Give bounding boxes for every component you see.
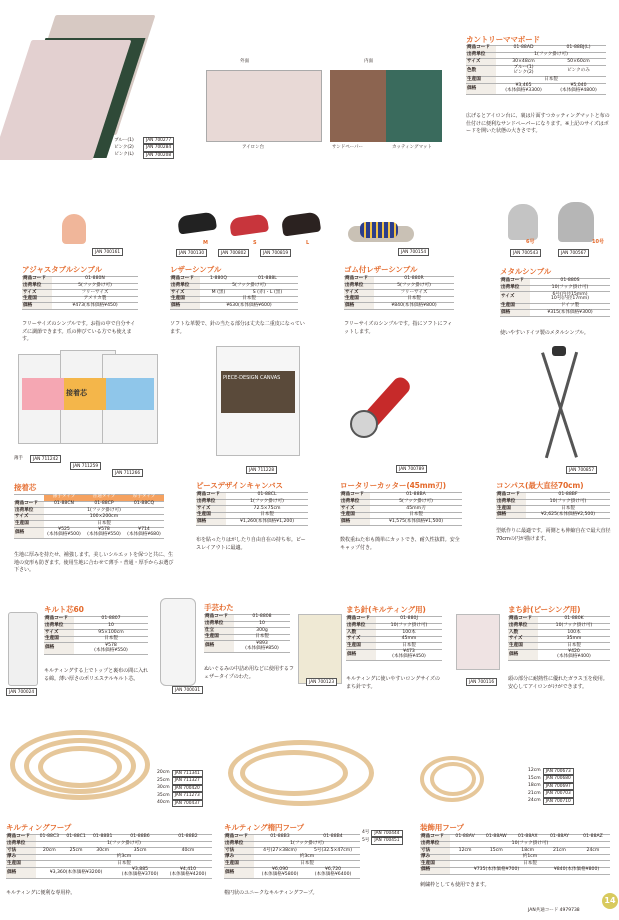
ring-title: アジャスタブルシンブル bbox=[22, 265, 102, 274]
mat-jan-codes: JAN 700277 JAN 700284 JAN 700208 bbox=[143, 137, 174, 159]
interfacing-photo: 接着芯 bbox=[14, 348, 164, 468]
cotton-photo bbox=[160, 598, 196, 686]
cutter-photo bbox=[346, 368, 436, 448]
compass-title: コンパス(最大直径70cm) bbox=[496, 481, 584, 490]
rubber-title: ゴム付レザーシンブル bbox=[344, 265, 418, 274]
ring-desc: フリーサイズのシンブルです。お指の中で自分サイズに調節できます。爪の伸びている方でも使えます。 bbox=[22, 321, 136, 343]
metal-jan-10: JAN 700567 bbox=[558, 249, 589, 257]
pin1-desc: キルティングに使いやすいロングサイズのまち針です。 bbox=[346, 676, 440, 690]
hoop-desc: キルティングに便利な専用枠。 bbox=[6, 890, 76, 896]
interfacing-jan-thin: JAN 711242 bbox=[30, 455, 61, 463]
metal-spec-table: 商品コード 01-880S 出荷単位 10(フック掛け可) サイズ 6号(内径15mm) 10号(内径17mm) 生産国 ドイツ製 価格 ¥315(本体価格¥300) bbox=[500, 278, 610, 317]
batting-desc: キルティングする上でトップと裏布の間に入れる綿。薄い厚さのポリエステルキルト芯。 bbox=[44, 668, 149, 682]
rubber-thimble-photo bbox=[344, 212, 424, 252]
pin1-jan: JAN 700123 bbox=[306, 678, 337, 686]
oval-title: キルティング楕円フープ bbox=[224, 823, 304, 832]
leather-jan-l: JAN 700819 bbox=[260, 249, 291, 257]
mat-desc: 広げるとアイロン台に、裏は片面すつカッティングマットと布の仕付けに便利なサンドペーパーになります。※上記のサイズはボードを開いた状態の大きさです。 bbox=[466, 113, 610, 135]
rubber-desc: フリーサイズのシンブルです。指にソフトにフィットします。 bbox=[344, 321, 453, 335]
hoop-title: キルティングフープ bbox=[6, 823, 72, 832]
cutter-desc: 数枚重ねた布も簡単にカットでき、耐久性抜群。安全キャップ付き。 bbox=[340, 537, 460, 551]
pin2-desc: 頭の部分に耐熱性に優れたガラス玉を使用。安心してアイロンがけができます。 bbox=[508, 676, 608, 690]
metal-jan-6: JAN 700543 bbox=[510, 249, 541, 257]
canvas-spec-table: 商品コード 01-88CL 出荷単位 1(フック掛け可) サイズ 72.5×75cm 生産国 日本製 価格 ¥1,260(本体価格¥1,200) bbox=[196, 492, 308, 526]
metal-title: メタルシンブル bbox=[500, 267, 552, 276]
interfacing-desc: 生地に厚みを持たせ、補強します。美しいシルエットを保つと共に、生地の変形も防ぎます。使用生地に合わせて薄手・普通・厚手からお選び下さい。 bbox=[14, 552, 174, 574]
pin2-jan: JAN 700116 bbox=[466, 678, 497, 686]
piecing-pins-photo bbox=[456, 614, 500, 670]
canvas-photo: PIECE-DESIGN CANVAS bbox=[216, 346, 300, 456]
leather-desc: ソフトな革製で、針の当たる部分は丈夫な二重皮になっています。 bbox=[170, 321, 305, 335]
compass-jan: JAN 700857 bbox=[566, 466, 597, 474]
batting-photo bbox=[8, 612, 38, 686]
hoop-spec-table: 商品コード 01-88C3 01-88C1 01-88B1 01-88B6 01-88B2 出荷単位 1(フック掛け可) 寸法 20cm 25cm 30cm 35cm 40cm 厚み 約3cm 生産国 日本製 価格 ¥3,360(本体価格¥3200) ¥3,885 (本体価格¥3700) ¥4,410 (本体価格¥4200) bbox=[6, 834, 212, 879]
oval-spec-table: 商品コード 01-88B3 01-88B4 出荷単位 1(フック掛け可) 寸法 4号(27×38cm) 5号(32.5×47cm) 厚み 約3cm 生産国 日本製 価格 ¥6,090 (本体価格¥5800) ¥6,720 (本体価格¥6400) bbox=[224, 834, 360, 879]
batting-spec-table: 商品コード 01-8807 出荷単位 10 サイズ 95×100cm 生産国 日本製 価格 ¥578 (本体価格¥550) bbox=[44, 616, 148, 655]
hoop-jan-list: 20cm JAN 711341 25cm JAN 711327 30cm JAN 700420 35cm JAN 711273 40cm JAN 700437 bbox=[157, 770, 203, 807]
canvas-jan: JAN 711228 bbox=[246, 466, 277, 474]
cutter-title: ロータリーカッター(45mm刃) bbox=[340, 481, 446, 490]
compass-photo bbox=[500, 346, 610, 466]
leather-spec-table: 商品コード 1-880Q 01-888L 出荷単位 5(フック掛け可) サイズ M (黒) S (赤)・L (黒) 生産国 日本製 価格 ¥630(本体価格¥600) bbox=[170, 276, 298, 310]
oval-jan-list: 4号 JAN 700444 5号 JAN 700451 bbox=[362, 830, 403, 845]
deco-spec-table: 商品コード 01-88AV 01-88AW 01-88AX 01-88AY 01-88AZ 出荷単位 10(フック掛け可) 寸法 12cm 15cm 18cm 21cm 24cm 厚み 約1cm 生産国 日本製 価格 ¥735(本体価格¥700) ¥840(本体価格¥800) bbox=[420, 834, 610, 875]
pin2-spec-table: 商品コード 01-880K 出荷単位 10(フック掛け可) 入数 100本 サイズ 35mm 生産国 日本製 価格 ¥420 (本体価格¥400) bbox=[508, 616, 610, 661]
cutter-spec-table: 商品コード 01-88BA 出荷単位 5(フック掛け可) サイズ 45mm刃 生産国 日本製 価格 ¥1,575(本体価格¥1,500) bbox=[340, 492, 462, 526]
canvas-desc: 布を貼ったりはがしたり自由自在の持ち布。ピースレイアウトに最適。 bbox=[196, 537, 306, 551]
ring-spec-table: 商品コード 01-880N 出荷単位 5(フック掛け可) サイズ フリーサイズ 生産国 アメリカ製 価格 ¥473(本体価格¥450) bbox=[22, 276, 138, 310]
leather-jan-s: JAN 700802 bbox=[218, 249, 249, 257]
pin1-spec-table: 商品コード 01-880J 出荷単位 10(フック掛け可) 入数 100本 サイズ 45mm 生産国 日本製 価格 ¥473 (本体価格¥450) bbox=[346, 616, 442, 661]
ring-thimble-photo bbox=[52, 214, 96, 250]
interfacing-jan-thick: JAN 711266 bbox=[112, 469, 143, 477]
pin1-title: まち針(キルティング用) bbox=[346, 605, 426, 614]
batting-jan: JAN 700024 bbox=[6, 688, 37, 696]
deco-hoop-photo bbox=[420, 752, 520, 814]
interfacing-spec-table: 薄手タイプ 普通タイプ 厚手タイプ 商品コード 01-88CN 01-88CP 01-88CQ 出荷単位 1(フック掛け可) サイズ 100×200cm 生産国 日本製 価格 ¥525 (本体価格¥500) ¥578 (本体価格¥550) ¥714 (本体価格¥680) bbox=[14, 494, 164, 539]
rubber-spec-table: 商品コード 01-880R 出荷単位 5(フック掛け可) サイズ フリーサイズ 生産国 日本製 価格 ¥840(本体価格¥800) bbox=[344, 276, 454, 310]
leather-jan-m: JAN 700130 bbox=[176, 249, 207, 257]
cutter-jan: JAN 700789 bbox=[396, 465, 427, 473]
oval-hoop-photo bbox=[228, 740, 376, 810]
canvas-title: ピースデザインキャンバス bbox=[196, 481, 283, 490]
deco-title: 装飾用フープ bbox=[420, 823, 464, 832]
page-number-badge: 14 bbox=[602, 893, 618, 909]
compass-spec-table: 商品コード 01-88BF 出荷単位 10(フック掛け可) 生産国 日本製 価格 ¥2,625(本体価格¥2,500) bbox=[496, 492, 610, 519]
jan-common-code: JAN共通コード 4979738 bbox=[528, 908, 580, 913]
mat-title: カントリーママボード bbox=[466, 35, 540, 44]
batting-title: キルト芯60 bbox=[44, 605, 84, 614]
cotton-desc: ぬいぐるみの中詰め用などに使用するフェザータイプのわた。 bbox=[204, 666, 294, 680]
rubber-jan: JAN 700154 bbox=[398, 248, 429, 256]
cotton-title: 手芸わた bbox=[204, 603, 234, 612]
hoop-photo bbox=[10, 728, 160, 808]
mat-open-view: 外面 内面 アイロン台 サンドペーパー カッティングマット bbox=[196, 58, 452, 160]
interfacing-title: 接着芯 bbox=[14, 483, 37, 492]
pin2-title: まち針(ピーシング用) bbox=[508, 605, 581, 614]
quilting-pins-photo bbox=[298, 614, 342, 684]
compass-desc: 型紙作りに最適です。両側とも伸縮自在で最大直径70cmの円が描けます。 bbox=[496, 528, 611, 542]
deco-jan-list: 12cm JAN 700673 15cm JAN 700680 18cm JAN 700697 21cm JAN 700703 24cm JAN 700710 bbox=[528, 768, 574, 805]
leather-title: レザーシンブル bbox=[170, 265, 222, 274]
mat-jan-labels: ブルー(1) ピンク(2) ピンク(L) bbox=[114, 138, 134, 157]
deco-desc: 刺繍枠としても使用できます。 bbox=[420, 882, 490, 888]
cotton-spec-table: 商品コード 01-8808 出荷単位 10 仕立 300g 生産国 日本製 価格 ¥893 (本体価格¥850) bbox=[204, 614, 290, 653]
mat-spec-table: 商品コード 01-88AD 01-88BJ(L) 出荷単位 1(フック掛け可) サイズ 30×48cm 50×60cm 色数 ブルー(1) ピンク(2) ピンクのみ 生産国 日本製 価格 ¥3,465 (本体価格¥3300) ¥5,040 (本体価格¥4800) bbox=[466, 45, 606, 95]
oval-desc: 楕円状のユニークなキルティングフープ。 bbox=[224, 890, 318, 896]
cotton-jan: JAN 700031 bbox=[172, 686, 203, 694]
interfacing-jan-normal: JAN 711259 bbox=[70, 462, 101, 470]
ring-jan: JAN 700161 bbox=[92, 248, 123, 256]
metal-desc: 使いやすいドイツ製のメタルシンブル。 bbox=[500, 330, 589, 336]
